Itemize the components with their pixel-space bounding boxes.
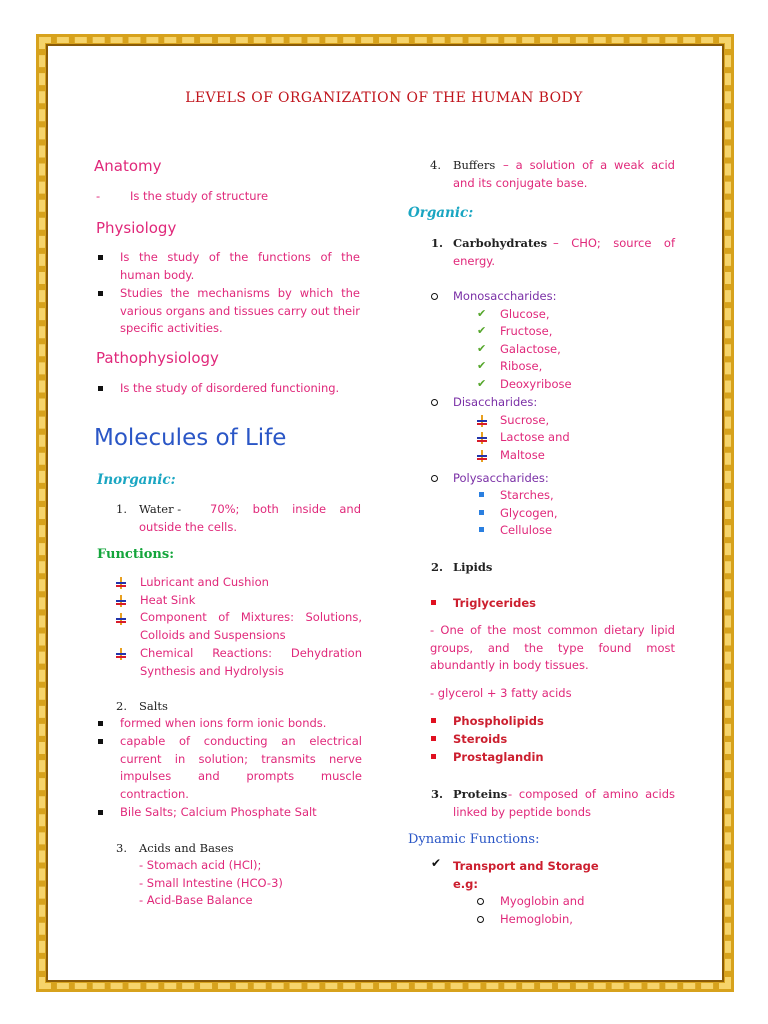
polysaccharides-label: Polysaccharides:: [453, 471, 549, 485]
acids-item-3: - Acid-Base Balance: [139, 893, 253, 907]
bullet-square-icon: [431, 736, 436, 741]
acids-item-2: - Small Intestine (HCO-3): [139, 876, 283, 890]
mono-item-1: Glucose,: [500, 307, 550, 321]
function-item-2: Heat Sink: [140, 593, 196, 607]
cross-bullet-icon: [116, 577, 126, 589]
di-item-2: Lactose and: [500, 430, 570, 444]
water-label: Water -: [139, 502, 182, 516]
water-text: 70%; both inside and outside the cells.: [139, 502, 361, 534]
check-icon: ✔: [431, 856, 442, 870]
bullet-square-icon: [98, 255, 103, 260]
example-item-1: Myoglobin and: [500, 894, 585, 908]
transport-storage-label: Transport and Storage: [453, 859, 599, 873]
mono-item-5: Deoxyribose: [500, 377, 572, 391]
anatomy-heading: Anatomy: [94, 157, 162, 175]
function-item-3: Component of Mixtures: Solutions, Colloids and Suspensions: [140, 610, 362, 642]
cross-bullet-icon: [116, 595, 126, 607]
monosaccharides-label: Monosaccharides:: [453, 289, 557, 303]
bullet-square-icon: [98, 291, 103, 296]
physiology-heading: Physiology: [96, 219, 177, 237]
dynamic-functions-heading: Dynamic Functions:: [408, 832, 540, 847]
carbs-number: 1.: [431, 236, 444, 250]
buffers-number: 4.: [430, 158, 441, 172]
bullet-circle-icon: [477, 916, 484, 923]
di-item-1: Sucrose,: [500, 413, 550, 427]
bullet-square-icon: [479, 492, 484, 497]
lipids-formula: - glycerol + 3 fatty acids: [430, 686, 572, 700]
pathophysiology-heading: Pathophysiology: [96, 349, 219, 367]
bullet-square-icon: [431, 754, 436, 759]
acids-label: Acids and Bases: [139, 841, 234, 855]
functions-heading: Functions:: [97, 547, 175, 562]
anatomy-definition: Is the study of structure: [130, 189, 269, 203]
inorganic-heading: Inorganic:: [97, 472, 176, 488]
triglycerides-label: Triglycerides: [453, 596, 536, 610]
bullet-circle-icon: [431, 293, 438, 300]
acids-number: 3.: [116, 841, 127, 855]
bullet-square-icon: [479, 510, 484, 515]
mono-item-3: Galactose,: [500, 342, 561, 356]
cross-bullet-icon: [477, 432, 487, 444]
salts-item-3: Bile Salts; Calcium Phosphate Salt: [120, 805, 317, 819]
cross-bullet-icon: [477, 415, 487, 427]
pathophysiology-item: Is the study of disordered functioning.: [120, 381, 340, 395]
bullet-square-icon: [431, 718, 436, 723]
salts-number: 2.: [116, 699, 127, 713]
example-item-2: Hemoglobin,: [500, 912, 573, 926]
salts-item-1: formed when ions form ionic bonds.: [120, 716, 327, 730]
bullet-square-icon: [98, 810, 103, 815]
carbs-label: Carbohydrates: [453, 236, 548, 250]
mono-item-4: Ribose,: [500, 359, 543, 373]
proteins-label: Proteins: [453, 787, 508, 801]
function-item-1: Lubricant and Cushion: [140, 575, 269, 589]
molecules-of-life-heading: Molecules of Life: [94, 425, 287, 451]
function-item-4: Chemical Reactions: Dehydration Synthesis and Hydrolysis: [140, 646, 362, 678]
water-number: 1.: [116, 502, 127, 516]
eg-label: e.g:: [453, 877, 478, 891]
bullet-square-icon: [98, 386, 103, 391]
carbs-text: – CHO; source of energy.: [453, 236, 675, 268]
page-title: LEVELS OF ORGANIZATION OF THE HUMAN BODY: [185, 90, 583, 106]
bullet-square-icon: [98, 721, 103, 726]
acids-item-1: - Stomach acid (HCl);: [139, 858, 262, 872]
check-icon: ✔: [477, 307, 487, 320]
lipids-number: 2.: [431, 560, 444, 574]
phospholipids-label: Phospholipids: [453, 714, 544, 728]
check-icon: ✔: [477, 359, 487, 372]
buffers-text: – a solution of a weak acid and its conjugate base.: [453, 158, 675, 190]
bullet-square-icon: [431, 600, 436, 605]
cross-bullet-icon: [116, 648, 126, 660]
bullet-square-icon: [98, 739, 103, 744]
cross-bullet-icon: [477, 450, 487, 462]
proteins-text: - composed of amino acids linked by peptide bonds: [453, 787, 675, 819]
poly-item-1: Starches,: [500, 488, 554, 502]
cross-bullet-icon: [116, 613, 126, 625]
buffers-label: Buffers: [453, 158, 496, 172]
salts-label: Salts: [139, 699, 168, 713]
salts-item-2: capable of conducting an electrical current in solution; transmits nerve impulses and prompts muscle contraction.: [120, 734, 362, 801]
prostaglandin-label: Prostaglandin: [453, 750, 544, 764]
check-icon: ✔: [477, 324, 487, 337]
physiology-item-2: Studies the mechanisms by which the various organs and tissues carry out their specific activities.: [120, 286, 360, 335]
lipids-description: - One of the most common dietary lipid groups, and the type found most abundantly in body tissues.: [430, 623, 675, 672]
disaccharides-label: Disaccharides:: [453, 395, 538, 409]
poly-item-2: Glycogen,: [500, 506, 558, 520]
physiology-item-1: Is the study of the functions of the human body.: [120, 250, 360, 282]
organic-heading: Organic:: [408, 205, 474, 221]
bullet-square-icon: [479, 527, 484, 532]
check-icon: ✔: [477, 377, 487, 390]
steroids-label: Steroids: [453, 732, 508, 746]
bullet-circle-icon: [431, 399, 438, 406]
lipids-label: Lipids: [453, 560, 493, 574]
mono-item-2: Fructose,: [500, 324, 553, 338]
di-item-3: Maltose: [500, 448, 545, 462]
anatomy-dash: -: [96, 189, 101, 203]
poly-item-3: Cellulose: [500, 523, 553, 537]
proteins-number: 3.: [431, 787, 444, 801]
bullet-circle-icon: [477, 898, 484, 905]
bullet-circle-icon: [431, 475, 438, 482]
check-icon: ✔: [477, 342, 487, 355]
